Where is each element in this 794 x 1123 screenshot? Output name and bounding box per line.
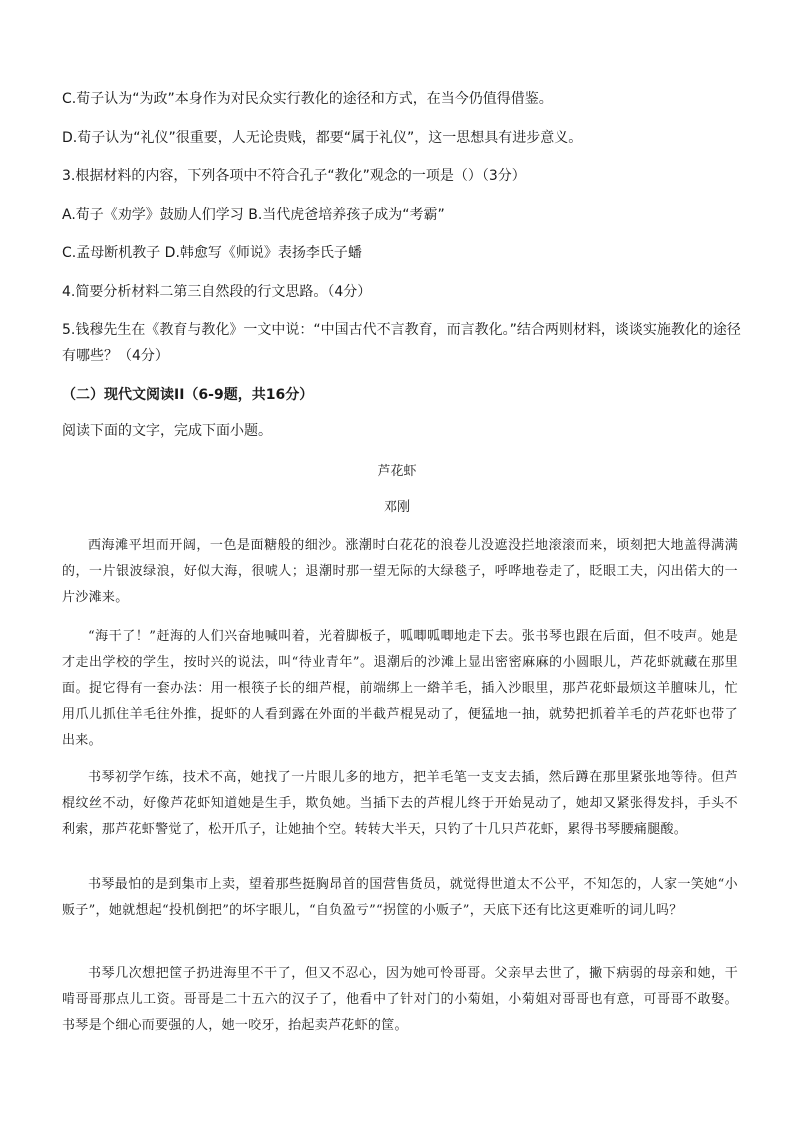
story-paragraph: 书琴最怕的是到集市上卖，望着那些挺胸昂首的国营售货员，就觉得世道太不公平，不知怎的，人家一笑她“小贩子”，她就想起“投机倒把”的坏字眼儿，“自负盈亏”“拐筐的小贩子”，天底下还有比这更难听的词儿吗？ <box>62 877 738 918</box>
story-title: 芦花虾 <box>377 464 417 479</box>
question-4: 4.简要分析材料二第三自然段的行文思路。（4分） <box>62 284 372 300</box>
question-3-options-cd: C.孟母断机教子 D.韩愈写《师说》表扬李氏子蟠 <box>62 245 362 261</box>
question-3: 3.根据材料的内容，下列各项中不符合孔子“教化”观念的一项是（）（3分） <box>62 168 526 184</box>
option-d-text: D.荀子认为“礼仪”很重要，人无论贵贱，都要“属于礼仪”，这一思想具有进步意义。 <box>62 130 583 146</box>
section-title: （二）现代文阅读II（6-9题，共16分） <box>62 387 314 403</box>
question-5: 5.钱穆先生在《教育与教化》一文中说：“中国古代不言教育，而言教化。”结合两则材料，谈谈实施教化的途径有哪些？（4分） <box>62 322 741 364</box>
story-paragraph: “海干了！”赶海的人们兴奋地喊叫着，光着脚板子，呱唧呱唧地走下去。张书琴也跟在后面，但不吱声。她是才走出学校的学生，按时兴的说法，叫“待业青年”。退潮后的沙滩上显出密密麻麻的小圆眼儿，芦花虾就藏在那里面。捉它得有一套办法：用一根筷子长的细芦棍，前端绑上一綹羊毛，插入沙眼里，那芦花虾最烦这羊膻味儿，忙用爪儿抓住羊毛往外推，捉虾的人看到露在外面的半截芦棍晃动了，便猛地一抽，就势把抓着羊毛的芦花虾也带了出来。 <box>62 629 738 748</box>
question-3-options-ab: A.荀子《劝学》鼓励人们学习 B.当代虎爸培养孩子成为“考霸” <box>62 207 445 223</box>
story-paragraph: 书琴几次想把筐子扔进海里不干了，但又不忍心，因为她可怜哥哥。父亲早去世了，撇下病弱的母亲和她，干啃哥哥那点儿工资。哥哥是二十五六的汉子了，他看中了针对门的小菊姐，小菊姐对哥哥也有意，可哥哥不敢娶。书琴是个细心而要强的人，她一咬牙，抬起卖芦花虾的筐。 <box>62 966 738 1033</box>
instruction: 阅读下面的文字，完成下面小题。 <box>62 423 272 439</box>
option-c-text: C.荀子认为“为政”本身作为对民众实行教化的途径和方式，在当今仍值得借鉴。 <box>62 91 553 107</box>
story-paragraph: 书琴初学乍练，技术不高，她找了一片眼儿多的地方，把羊毛笔一支支去插，然后蹲在那里紧张地等待。但芦棍纹丝不动，好像芦花虾知道她是生手，欺负她。当插下去的芦棍儿终于开始晃动了，她却又紧张得发抖，手头不利索，那芦花虾警觉了，松开爪子，让她抽个空。转转大半天，只钓了十几只芦花虾，累得书琴腰痛腿酸。 <box>62 770 738 837</box>
story-author: 邓刚 <box>383 500 410 515</box>
story-paragraph: 西海滩平坦而开阔，一色是面糖般的细沙。涨潮时白花花的浪卷儿没遮没拦地滚滚而来，顷刻把大地盖得满满的，一片银波绿浪，好似大海，很唬人；退潮时那一望无际的大绿毯子，呼哗地卷走了，眨眼工夫，闪出偌大的一片沙滩来。 <box>62 538 738 605</box>
